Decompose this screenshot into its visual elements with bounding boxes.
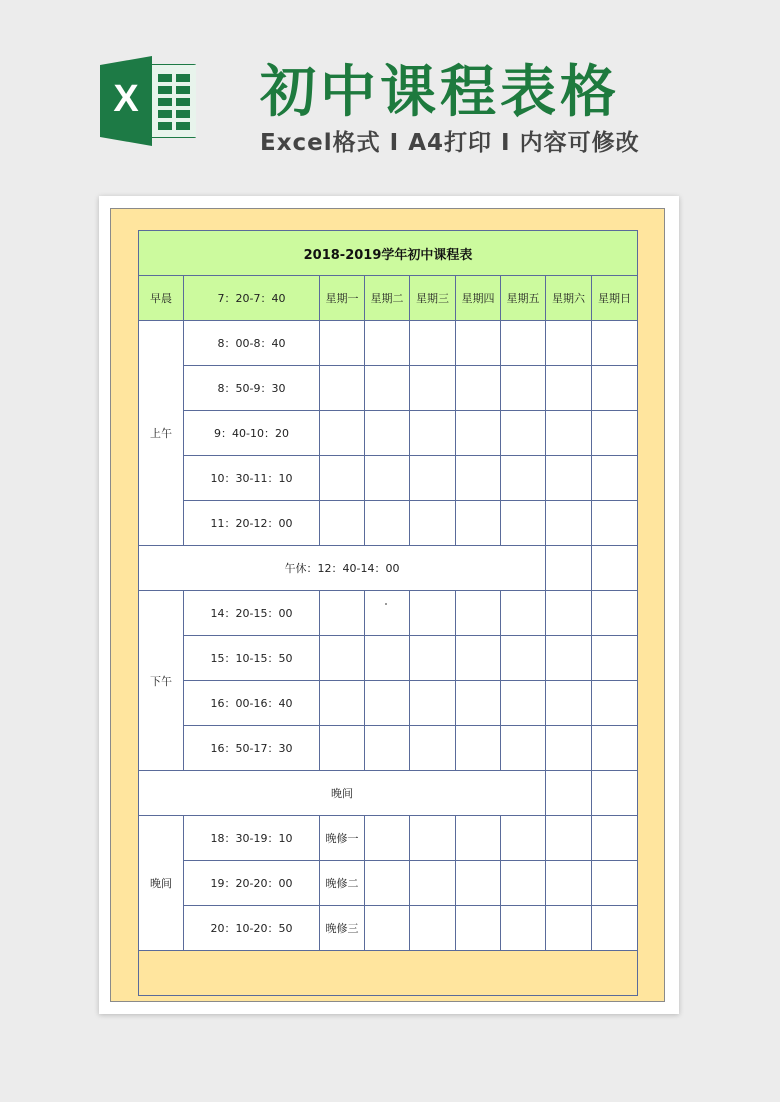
schedule-cell[interactable] — [501, 456, 546, 501]
schedule-cell[interactable] — [410, 726, 456, 771]
table-row — [139, 366, 638, 411]
schedule-cell[interactable] — [546, 411, 592, 456]
schedule-cell[interactable] — [410, 591, 456, 636]
am-label[interactable]: 上午 — [139, 321, 184, 546]
schedule-cell[interactable] — [410, 501, 456, 546]
schedule-cell[interactable] — [410, 321, 456, 366]
noon-break[interactable]: 午休：12：40-14：00 — [139, 546, 546, 591]
schedule-cell[interactable] — [365, 501, 410, 546]
schedule-cell[interactable] — [501, 591, 546, 636]
schedule-cell[interactable] — [456, 681, 501, 726]
time-cell[interactable]: 19：20-20：00 — [184, 861, 320, 906]
schedule-cell[interactable] — [592, 546, 638, 591]
schedule-cell[interactable] — [592, 771, 638, 816]
schedule-cell[interactable] — [501, 726, 546, 771]
schedule-cell[interactable] — [456, 456, 501, 501]
table-row — [139, 591, 638, 636]
schedule-cell[interactable] — [592, 726, 638, 771]
schedule-cell[interactable] — [592, 636, 638, 681]
schedule-cell[interactable] — [320, 591, 365, 636]
header-row — [139, 276, 638, 321]
time-cell[interactable]: 16：50-17：30 — [184, 726, 320, 771]
schedule-cell[interactable] — [410, 456, 456, 501]
day-header[interactable]: 星期二 — [365, 276, 410, 321]
schedule-cell[interactable] — [592, 321, 638, 366]
evening-label[interactable]: 晚间 — [139, 816, 184, 951]
schedule-cell[interactable] — [320, 366, 365, 411]
table-title[interactable]: 2018-2019学年初中课程表 — [139, 231, 638, 276]
schedule-cell[interactable] — [501, 906, 546, 951]
time-cell[interactable]: 8：00-8：40 — [184, 321, 320, 366]
schedule-cell[interactable] — [365, 411, 410, 456]
table-row — [139, 726, 638, 771]
time-cell[interactable]: 14：20-15：00 — [184, 591, 320, 636]
schedule-cell[interactable] — [365, 321, 410, 366]
excel-icon — [100, 56, 196, 146]
schedule-cell[interactable] — [501, 366, 546, 411]
time-cell[interactable]: 11：20-12：00 — [184, 501, 320, 546]
schedule-cell[interactable] — [546, 726, 592, 771]
schedule-cell[interactable] — [592, 681, 638, 726]
schedule-cell[interactable] — [320, 501, 365, 546]
table-row — [139, 546, 638, 591]
schedule-cell[interactable] — [456, 501, 501, 546]
time-cell[interactable]: 20：10-20：50 — [184, 906, 320, 951]
table-row — [139, 861, 638, 906]
schedule-cell[interactable] — [546, 456, 592, 501]
morning-label[interactable]: 早晨 — [139, 276, 184, 321]
schedule-cell[interactable] — [546, 591, 592, 636]
schedule-cell[interactable] — [546, 546, 592, 591]
time-cell[interactable]: 8：50-9：30 — [184, 366, 320, 411]
stray-dot — [385, 603, 387, 605]
pm-label[interactable]: 下午 — [139, 591, 184, 771]
schedule-cell[interactable] — [320, 321, 365, 366]
schedule-cell[interactable] — [501, 681, 546, 726]
schedule-cell[interactable] — [456, 906, 501, 951]
schedule-cell[interactable] — [501, 861, 546, 906]
schedule-cell[interactable] — [592, 906, 638, 951]
session-cell[interactable]: 晚修一 — [320, 816, 365, 861]
time-cell[interactable]: 15：10-15：50 — [184, 636, 320, 681]
schedule-cell[interactable] — [456, 816, 501, 861]
schedule-cell[interactable] — [501, 501, 546, 546]
schedule-cell[interactable] — [501, 411, 546, 456]
schedule-cell[interactable] — [592, 366, 638, 411]
schedule-cell[interactable] — [501, 816, 546, 861]
table-row — [139, 816, 638, 861]
table-row — [139, 411, 638, 456]
table-row — [139, 501, 638, 546]
session-cell[interactable]: 晚修三 — [320, 906, 365, 951]
schedule-cell[interactable] — [546, 771, 592, 816]
time-cell[interactable]: 16：00-16：40 — [184, 681, 320, 726]
title-row — [139, 231, 638, 276]
schedule-cell[interactable] — [592, 456, 638, 501]
schedule-cell[interactable] — [592, 816, 638, 861]
day-header[interactable]: 星期六 — [546, 276, 592, 321]
bottom-band-cell[interactable] — [139, 951, 638, 996]
schedule-cell[interactable] — [365, 816, 410, 861]
schedule-cell[interactable] — [456, 591, 501, 636]
day-header[interactable]: 星期三 — [410, 276, 456, 321]
time-cell[interactable]: 9：40-10：20 — [184, 411, 320, 456]
schedule-cell[interactable] — [410, 636, 456, 681]
schedule-cell[interactable] — [546, 906, 592, 951]
schedule-cell[interactable] — [365, 726, 410, 771]
schedule-cell[interactable] — [410, 366, 456, 411]
schedule-cell[interactable] — [456, 411, 501, 456]
schedule-cell[interactable] — [410, 681, 456, 726]
schedule-cell[interactable] — [365, 906, 410, 951]
schedule-cell[interactable] — [501, 636, 546, 681]
day-header[interactable]: 星期一 — [320, 276, 365, 321]
schedule-cell[interactable] — [592, 501, 638, 546]
table-row — [139, 681, 638, 726]
schedule-cell[interactable] — [501, 321, 546, 366]
day-header[interactable]: 星期四 — [456, 276, 501, 321]
schedule-cell[interactable] — [456, 636, 501, 681]
schedule-cell[interactable] — [546, 681, 592, 726]
bottom-band — [139, 951, 638, 996]
schedule-cell[interactable] — [456, 726, 501, 771]
page-title: 初中课程表格 — [260, 60, 620, 125]
schedule-cell[interactable] — [365, 456, 410, 501]
schedule-cell[interactable] — [365, 861, 410, 906]
schedule-cell[interactable] — [365, 636, 410, 681]
table-row — [139, 456, 638, 501]
schedule-cell[interactable] — [592, 591, 638, 636]
page-subtitle: Excel格式 I A4打印 I 内容可修改 — [260, 130, 640, 156]
schedule-cell[interactable] — [320, 681, 365, 726]
schedule-cell[interactable] — [592, 861, 638, 906]
table-row — [139, 771, 638, 816]
schedule-cell[interactable] — [320, 411, 365, 456]
table-row — [139, 906, 638, 951]
schedule-cell[interactable] — [592, 411, 638, 456]
schedule-cell[interactable] — [410, 906, 456, 951]
schedule-cell[interactable] — [546, 501, 592, 546]
day-header[interactable]: 星期五 — [501, 276, 546, 321]
schedule-cell[interactable] — [365, 591, 410, 636]
schedule-cell[interactable] — [365, 366, 410, 411]
schedule-cell[interactable] — [456, 861, 501, 906]
session-cell[interactable]: 晚修二 — [320, 861, 365, 906]
schedule-cell[interactable] — [410, 861, 456, 906]
schedule-cell[interactable] — [546, 366, 592, 411]
timetable — [138, 230, 638, 996]
time-cell[interactable]: 18：30-19：10 — [184, 816, 320, 861]
morning-time[interactable]: 7：20-7：40 — [184, 276, 320, 321]
schedule-cell[interactable] — [546, 861, 592, 906]
excel-logo-letter: X — [113, 78, 139, 120]
schedule-cell[interactable] — [546, 321, 592, 366]
schedule-cell[interactable] — [546, 816, 592, 861]
schedule-cell[interactable] — [456, 321, 501, 366]
evening-header[interactable]: 晚间 — [139, 771, 546, 816]
table-row — [139, 636, 638, 681]
table-row — [139, 321, 638, 366]
schedule-cell[interactable] — [456, 366, 501, 411]
schedule-cell[interactable] — [365, 681, 410, 726]
schedule-cell[interactable] — [410, 816, 456, 861]
schedule-cell[interactable] — [546, 636, 592, 681]
schedule-cell[interactable] — [320, 726, 365, 771]
time-cell[interactable]: 10：30-11：10 — [184, 456, 320, 501]
schedule-cell[interactable] — [320, 456, 365, 501]
day-header[interactable]: 星期日 — [592, 276, 638, 321]
schedule-cell[interactable] — [320, 636, 365, 681]
schedule-cell[interactable] — [410, 411, 456, 456]
